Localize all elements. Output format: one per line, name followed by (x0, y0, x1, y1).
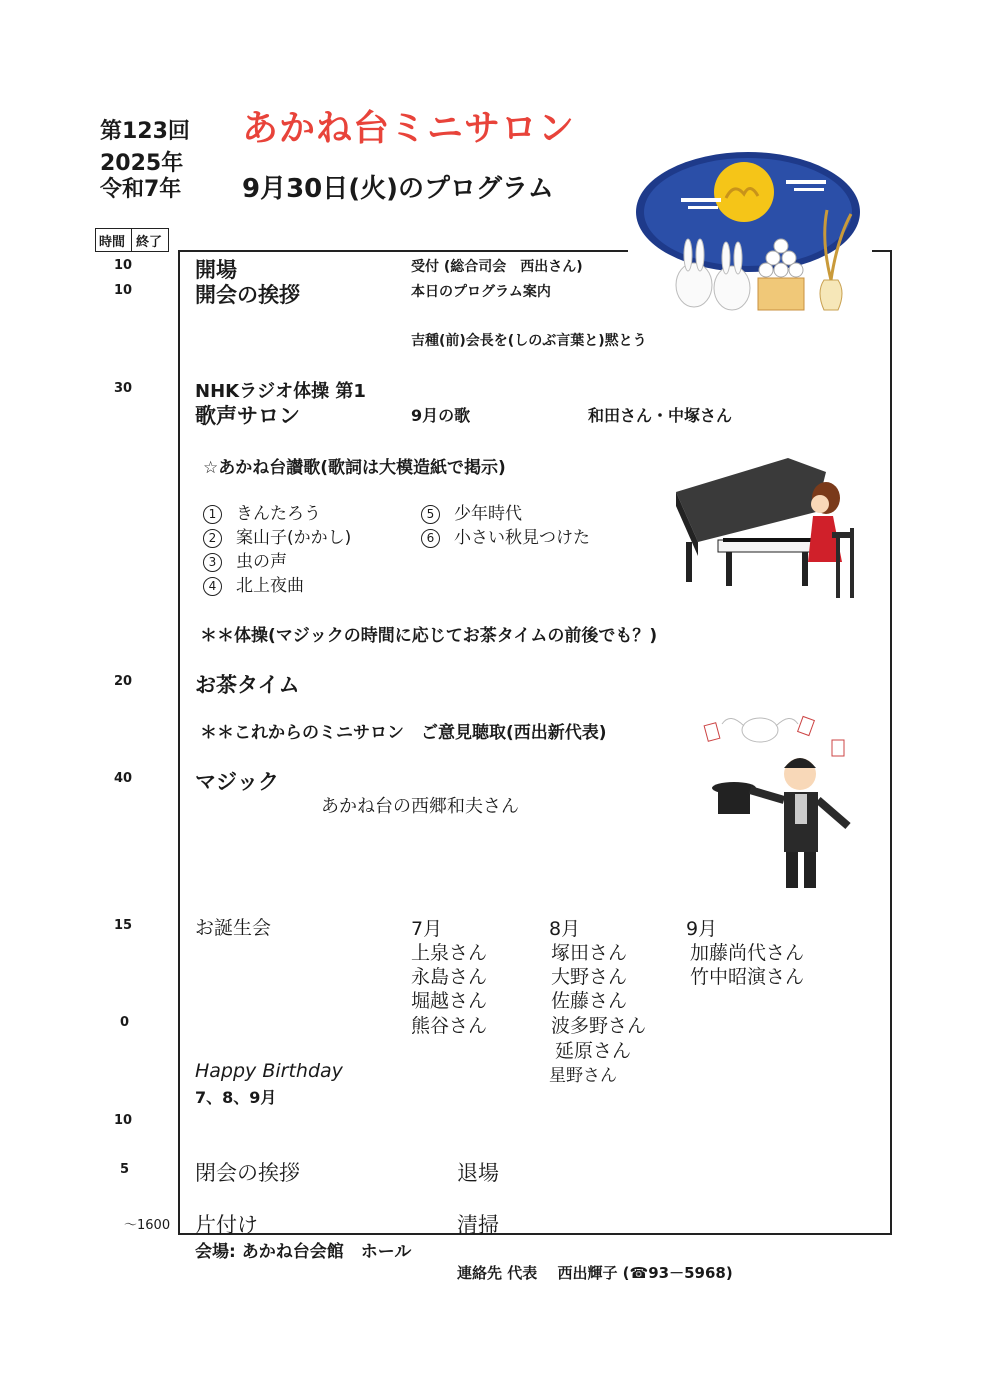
time-header-box (95, 228, 169, 252)
frame-top-right-border (872, 250, 892, 252)
item-singing-salon: 歌声サロン (195, 404, 300, 428)
item-radio-exercise: NHKラジオ体操 第1 (195, 381, 366, 402)
note-exit: 退場 (457, 1161, 499, 1185)
item-birthday: お誕生会 (195, 917, 272, 939)
song-item: 3 虫の声 (203, 547, 287, 572)
venue-info: 会場: あかね台会館 ホール (195, 1242, 412, 1262)
item-closing-remarks: 閉会の挨拶 (195, 1161, 300, 1185)
item-magic: マジック (195, 770, 279, 794)
note-cleaning: 清掃 (457, 1213, 499, 1237)
august-person: 星野さん (549, 1066, 617, 1086)
time-exercise: 30 (114, 381, 133, 396)
song-item: 4 北上夜曲 (203, 571, 304, 596)
song-item: 1 きんたろう (203, 499, 321, 524)
edition-number: 第123回 (100, 119, 190, 144)
frame-bottom-border (178, 1233, 892, 1235)
month-july: 7月 (411, 918, 443, 940)
item-cleanup: 片付け (195, 1213, 258, 1237)
moon-viewing-illustration (636, 150, 866, 320)
item-open: 開場 (195, 258, 237, 282)
time-opening-remarks: 10 (114, 283, 133, 298)
future-salon-note: ＊＊これからのミニサロン ご意見聴取(西出新代表) (200, 723, 607, 743)
exercise-timing-note: ＊＊体操(マジックの時間に応じてお茶タイムの前後でも？) (200, 626, 658, 646)
end-column-header: 終了 (136, 235, 163, 250)
program-date: 9月30日(火)のプログラム (242, 174, 554, 204)
time-zero: 0 (120, 1015, 130, 1030)
anthem-note: ☆あかね台讃歌(歌詞は大模造紙で掲示) (203, 458, 506, 478)
time-end: ～1600 (124, 1218, 171, 1233)
note-song-of-month: 9月の歌 (411, 406, 471, 425)
month-september: 9月 (686, 918, 718, 940)
july-person: 堀越さん (411, 990, 488, 1012)
song-item: 5 少年時代 (421, 499, 522, 524)
happy-birthday-text: Happy Birthday (195, 1060, 343, 1082)
time-column-header: 時間 (99, 235, 126, 250)
song-item: 6 小さい秋見つけた (421, 523, 590, 548)
magician-illustration (700, 708, 870, 898)
note-singers: 和田さん・中塚さん (588, 406, 733, 425)
september-person: 竹中昭演さん (690, 966, 805, 988)
item-tea-time: お茶タイム (195, 673, 300, 697)
note-reception: 受付 (総合司会 西出さん) (411, 259, 583, 275)
month-august: 8月 (549, 918, 581, 940)
piano-player-illustration (668, 452, 868, 602)
magician-name: あかね台の西郷和夫さん (321, 796, 519, 817)
contact-info: 連絡先 代表 西出輝子 (☎93－5968) (457, 1264, 733, 1282)
frame-left-border (178, 250, 180, 1235)
birthday-months: 7、8、9月 (195, 1088, 277, 1107)
note-memorial: 吉種(前)会長を(しのぶ言葉と)黙とう (411, 333, 647, 349)
august-person: 佐藤さん (551, 990, 628, 1012)
note-program-guide: 本日のプログラム案内 (411, 284, 551, 300)
year-label: 2025年 (100, 151, 184, 176)
august-person: 波多野さん (551, 1015, 647, 1037)
page-title: あかね台ミニサロン (242, 108, 576, 149)
september-person: 加藤尚代さん (690, 942, 805, 964)
time-closing: 5 (120, 1162, 130, 1177)
time-magic: 40 (114, 771, 133, 786)
era-label: 令和7年 (100, 177, 182, 202)
july-person: 永島さん (411, 966, 488, 988)
august-person: 延原さん (555, 1040, 632, 1062)
time-open: 10 (114, 258, 133, 273)
time-tea: 20 (114, 674, 133, 689)
august-person: 大野さん (551, 966, 628, 988)
august-person: 塚田さん (551, 942, 628, 964)
time-ten: 10 (114, 1113, 133, 1128)
song-item: 2 案山子(かかし) (203, 523, 351, 548)
item-opening-remarks: 開会の挨拶 (195, 283, 300, 307)
july-person: 熊谷さん (411, 1015, 488, 1037)
july-person: 上泉さん (411, 942, 488, 964)
frame-top-border (178, 250, 628, 252)
time-birthday: 15 (114, 918, 133, 933)
frame-right-border (890, 250, 892, 1235)
